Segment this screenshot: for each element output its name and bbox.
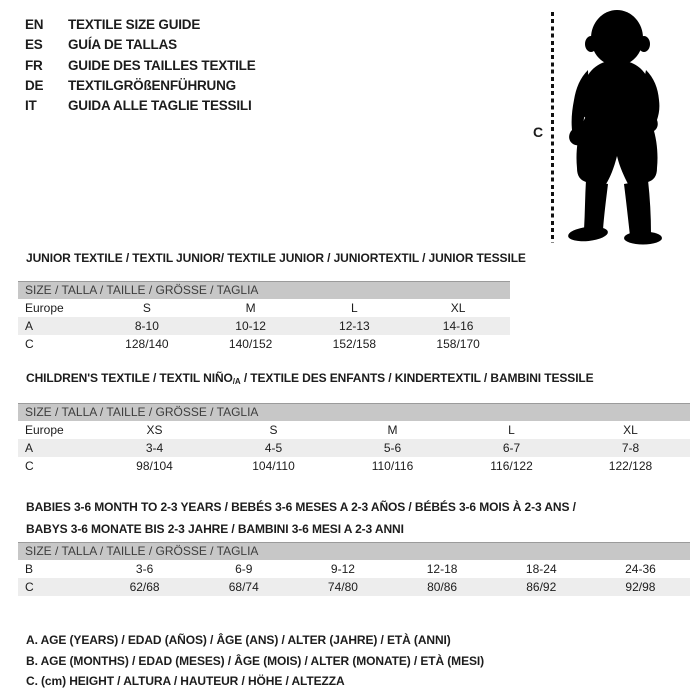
size-cell: M xyxy=(387,423,398,437)
babies-size-table xyxy=(18,542,690,596)
age-cell: 24-36 xyxy=(625,562,656,576)
age-cell: 14-16 xyxy=(442,319,474,333)
size-header-bar: SIZE / TALLA / TAILLE / GRÖSSE / TAGLIA xyxy=(18,542,690,560)
height-cell: 110/116 xyxy=(371,459,414,473)
size-header-bar: SIZE / TALLA / TAILLE / GRÖSSE / TAGLIA xyxy=(18,281,510,299)
row-label: C xyxy=(25,580,34,594)
age-cell: 3-6 xyxy=(135,562,154,576)
height-cell: 158/170 xyxy=(436,337,480,351)
legend xyxy=(26,630,484,692)
table-row-europe xyxy=(18,421,690,439)
legend-line-b: B. AGE (MONTHS) / EDAD (MESES) / ÂGE (MOIS) / ALTER (MONATE) / ETÀ (MESI) xyxy=(26,653,485,668)
age-cell: 3-4 xyxy=(145,441,164,455)
babies-title-line2: BABYS 3-6 MONATE BIS 2-3 JAHRE / BAMBINI 3-6 MESI A 2-3 ANNI xyxy=(26,521,404,536)
table-row-height xyxy=(18,578,690,596)
height-cell: 128/140 xyxy=(125,337,169,351)
babies-title-line1: BABIES 3-6 MONTH TO 2-3 YEARS / BEBÉS 3-6 MESES A 2-3 AÑOS / BÉBÉS 3-6 MOIS À 2-3 ANS / xyxy=(26,500,576,514)
children-title-subscript: /A xyxy=(232,377,241,386)
children-title-part1: CHILDREN'S TEXTILE / TEXTIL NIÑO xyxy=(26,371,233,385)
height-measure-label: C xyxy=(533,124,544,140)
age-cell: 6-9 xyxy=(235,562,253,576)
row-label: A xyxy=(25,319,34,333)
height-cell: 74/80 xyxy=(327,580,358,594)
table-row-height xyxy=(18,457,690,475)
babies-table-title xyxy=(26,497,666,540)
row-label: Europe xyxy=(25,423,64,437)
age-cell: 10-12 xyxy=(235,319,266,333)
age-cell: 7-8 xyxy=(621,441,640,455)
size-cell: L xyxy=(508,423,515,437)
size-cell: S xyxy=(142,301,151,315)
lang-row-es xyxy=(25,35,256,55)
table-row-height xyxy=(18,335,510,353)
row-label: A xyxy=(25,441,34,455)
age-cell: 8-10 xyxy=(134,319,159,333)
size-cell: XS xyxy=(146,423,163,437)
lang-code: IT xyxy=(25,98,37,114)
lang-title: GUÍA DE TALLAS xyxy=(68,37,177,53)
height-cell: 62/68 xyxy=(129,580,160,594)
table-row-age xyxy=(18,439,690,457)
height-cell: 86/92 xyxy=(526,580,557,594)
size-cell: S xyxy=(269,423,278,437)
children-title-part2: / TEXTILE DES ENFANTS / KINDERTEXTIL / BAMBINI TESSILE xyxy=(240,371,594,385)
lang-row-de xyxy=(25,76,256,96)
lang-title: TEXTILE SIZE GUIDE xyxy=(68,17,201,32)
lang-title: TEXTILGRÖßENFÜHRUNG xyxy=(68,77,236,93)
junior-size-table xyxy=(18,281,510,353)
height-cell: 104/110 xyxy=(252,459,295,473)
height-measure-dashed-line xyxy=(551,12,554,243)
legend-line-a: A. AGE (YEARS) / EDAD (AÑOS) / ÂGE (ANS) / ALTER (JAHRE) / ETÀ (ANNI) xyxy=(26,633,451,647)
lang-code: ES xyxy=(25,37,43,53)
lang-code: DE xyxy=(25,77,44,93)
height-cell: 80/86 xyxy=(427,580,458,594)
age-cell: 5-6 xyxy=(383,441,402,455)
row-label: C xyxy=(25,337,34,351)
height-cell: 98/104 xyxy=(136,459,173,473)
baby-silhouette-icon xyxy=(558,8,670,248)
table-row-europe xyxy=(18,299,510,317)
size-cell: M xyxy=(245,301,256,315)
age-cell: 18-24 xyxy=(525,562,557,576)
lang-code: FR xyxy=(25,57,43,73)
children-size-table xyxy=(18,403,690,475)
height-cell: 122/128 xyxy=(608,459,653,473)
age-cell: 12-13 xyxy=(339,319,370,333)
size-cell: L xyxy=(351,301,358,315)
lang-title: GUIDE DES TAILLES TEXTILE xyxy=(68,57,256,73)
lang-title: GUIDA ALLE TAGLIE TESSILI xyxy=(68,98,252,114)
legend-line-c: C. (cm) HEIGHT / ALTURA / HAUTEUR / HÖHE / ALTEZZA xyxy=(26,674,345,688)
age-cell: 12-18 xyxy=(426,562,458,576)
size-cell: XL xyxy=(623,423,638,437)
size-cell: XL xyxy=(450,301,466,315)
age-cell: 6-7 xyxy=(502,441,521,455)
height-cell: 92/98 xyxy=(625,580,656,594)
row-label: Europe xyxy=(25,301,64,315)
height-cell: 116/122 xyxy=(490,459,533,473)
lang-row-fr xyxy=(25,56,256,76)
row-label: B xyxy=(25,562,34,576)
lang-row-en xyxy=(25,15,256,35)
children-table-title xyxy=(26,371,594,389)
junior-table-title: JUNIOR TEXTILE / TEXTIL JUNIOR/ TEXTILE JUNIOR / JUNIORTEXTIL / JUNIOR TESSILE xyxy=(26,251,526,265)
height-cell: 152/158 xyxy=(332,337,377,351)
table-row-age xyxy=(18,317,510,335)
height-cell: 140/152 xyxy=(228,337,273,351)
language-title-list xyxy=(25,15,256,116)
age-cell: 9-12 xyxy=(330,562,355,576)
lang-row-it xyxy=(25,96,256,116)
table-row-age-months xyxy=(18,560,690,578)
row-label: C xyxy=(25,459,34,473)
size-header-bar: SIZE / TALLA / TAILLE / GRÖSSE / TAGLIA xyxy=(18,403,690,421)
age-cell: 4-5 xyxy=(264,441,283,455)
lang-code: EN xyxy=(25,17,44,32)
height-cell: 68/74 xyxy=(228,580,259,594)
